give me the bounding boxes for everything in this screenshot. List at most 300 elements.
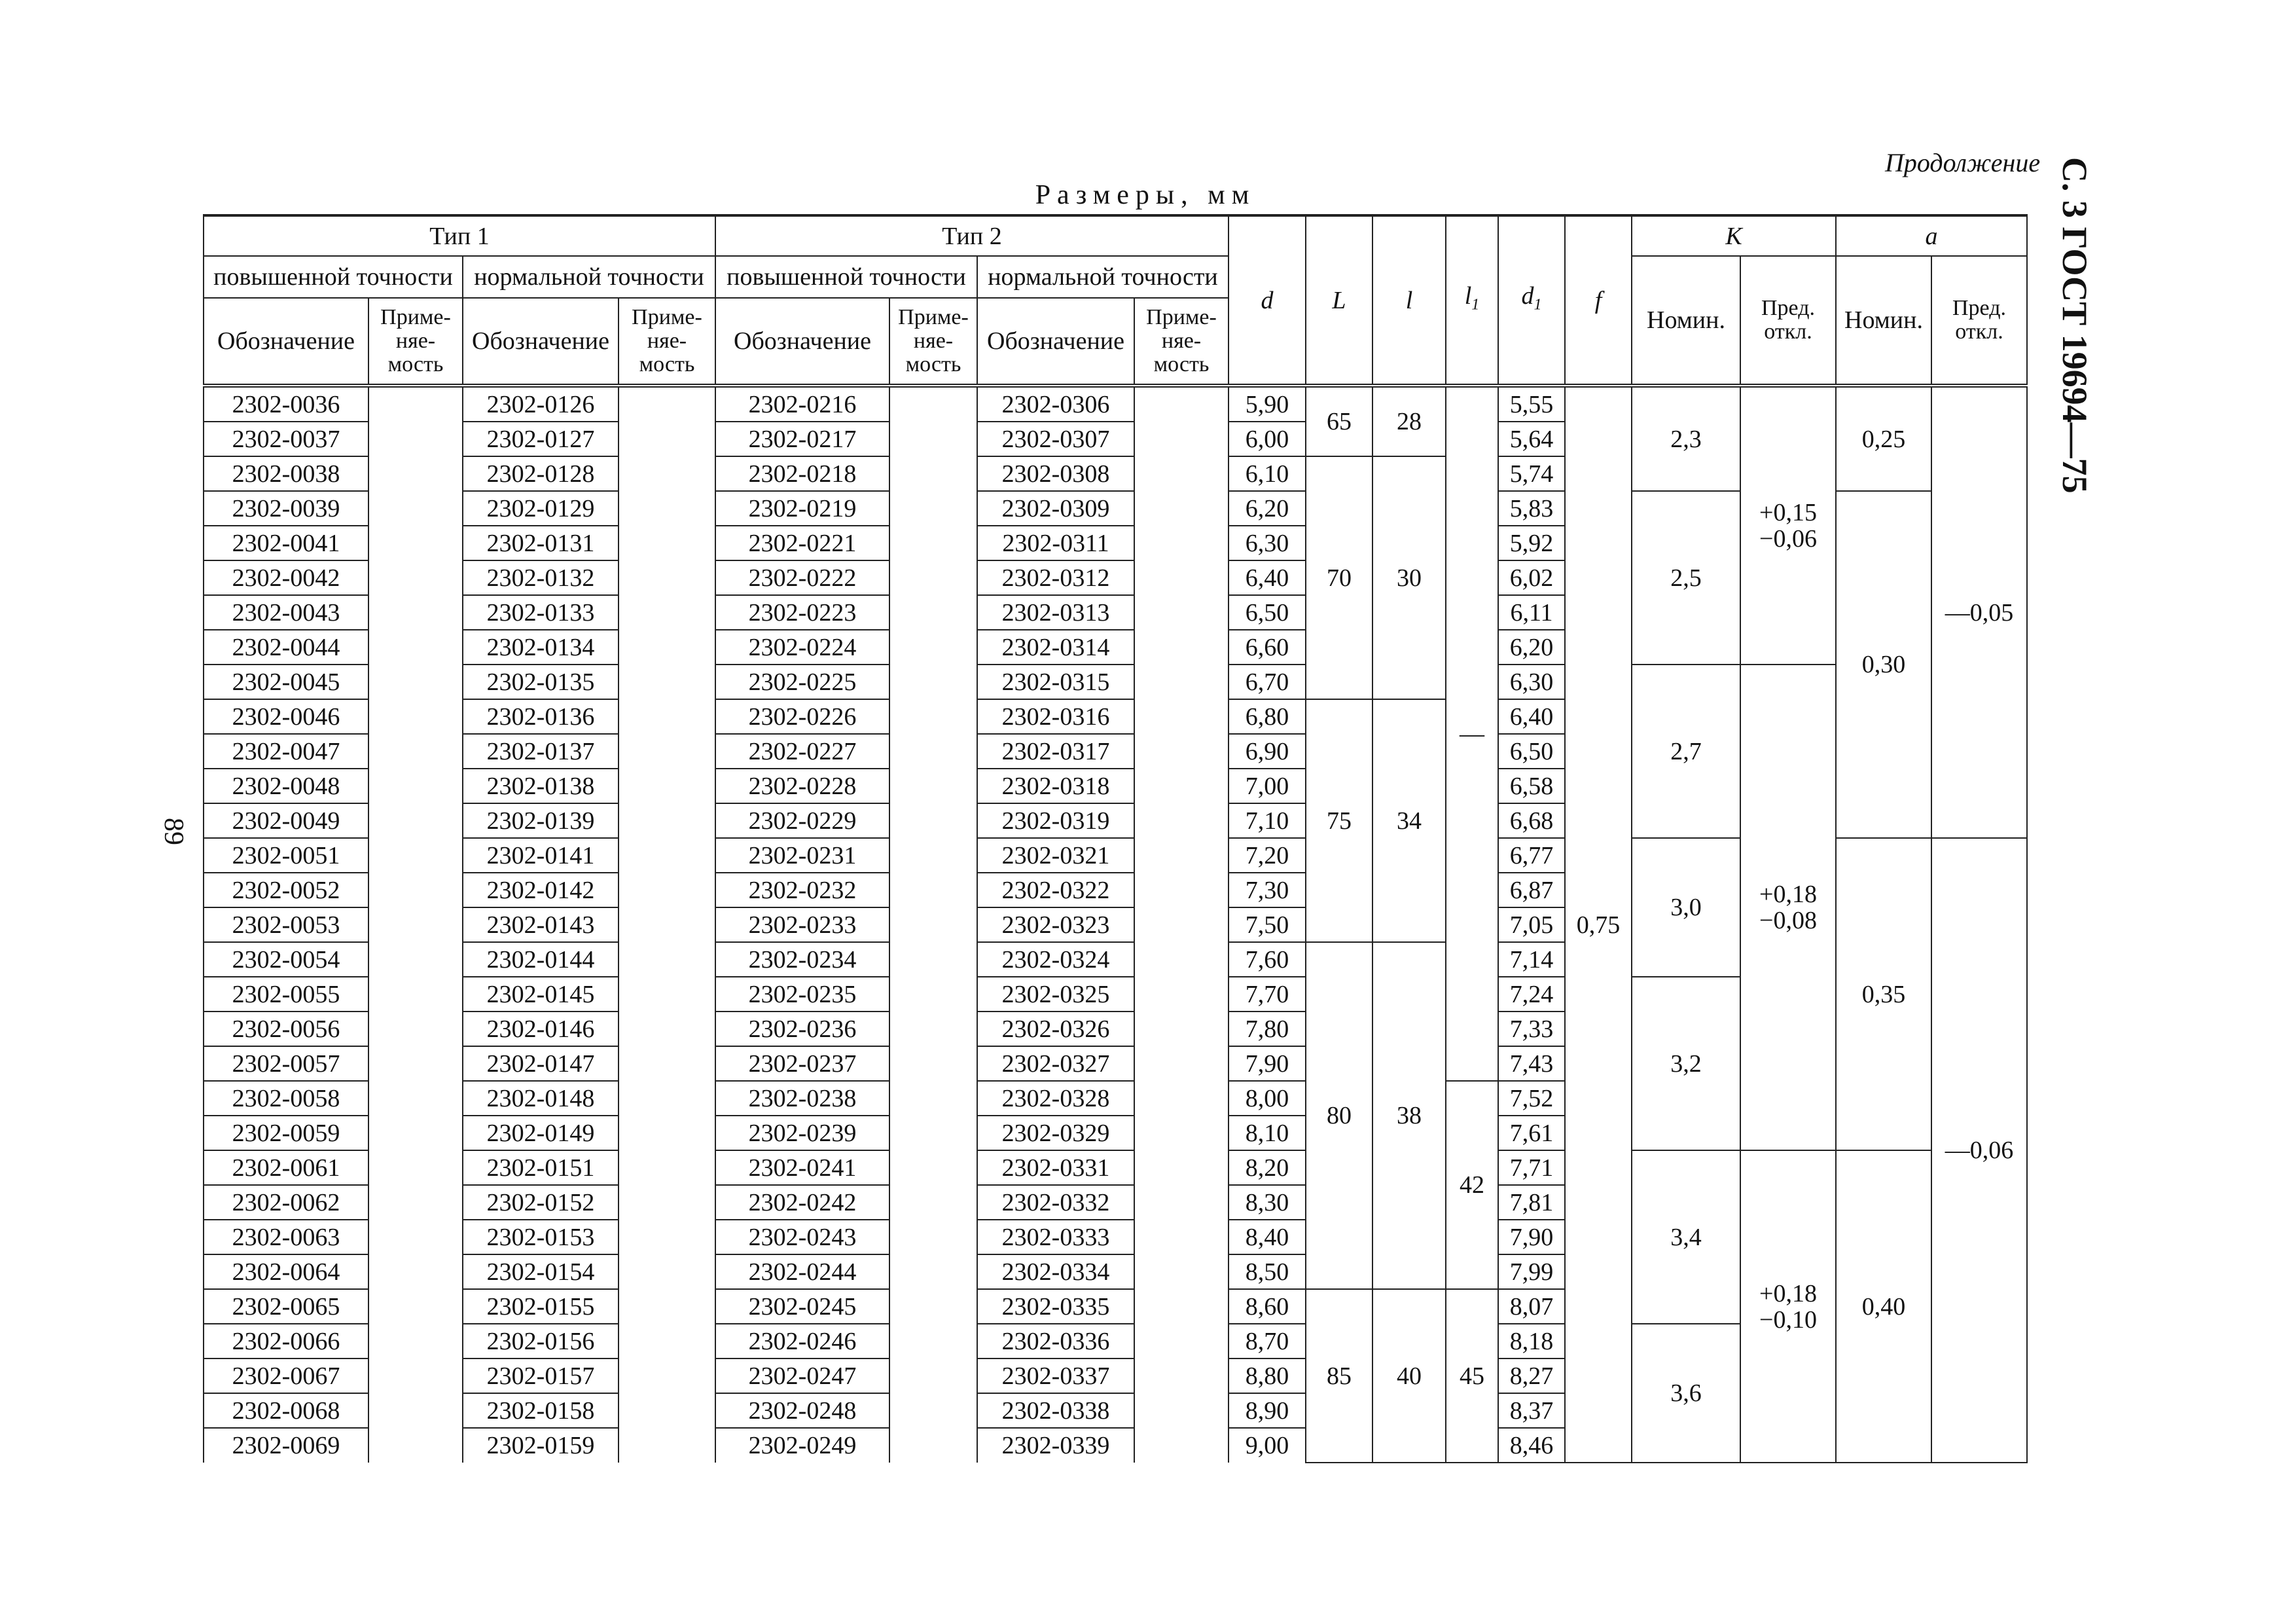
type1-normal-applicability (619, 699, 715, 734)
type2-normal-designation: 2302-0307 (977, 422, 1134, 456)
type1-normal-designation: 2302-0155 (463, 1289, 619, 1324)
type1-normal-applicability (619, 456, 715, 491)
applicability-header: Приме- няе- мость (619, 298, 715, 386)
type2-high-applicability (889, 1289, 977, 1324)
type1-high-applicability (368, 630, 463, 665)
type2-high-applicability (889, 1116, 977, 1150)
type2-high-designation: 2302-0242 (715, 1185, 889, 1220)
type1-normal-applicability (619, 630, 715, 665)
L-value: 70 (1306, 456, 1372, 699)
type1-high-applicability (368, 734, 463, 769)
a-nominal-value: 0,25 (1836, 386, 1931, 491)
type2-high-designation: 2302-0235 (715, 977, 889, 1012)
d1-value: 8,27 (1498, 1359, 1565, 1393)
d1-value: 6,87 (1498, 873, 1565, 907)
d1-value: 7,81 (1498, 1185, 1565, 1220)
a-deviation-value: —0,06 (1931, 838, 2027, 1463)
type1-high-designation: 2302-0066 (204, 1324, 368, 1359)
type2-normal-applicability (1134, 907, 1229, 942)
d-value: 7,20 (1229, 838, 1306, 873)
type2-normal-designation: 2302-0338 (977, 1393, 1134, 1428)
type2-normal-applicability (1134, 456, 1229, 491)
d-value: 7,10 (1229, 803, 1306, 838)
type2-normal-applicability (1134, 491, 1229, 526)
type1-normal-designation: 2302-0138 (463, 769, 619, 803)
type2-high-designation: 2302-0238 (715, 1081, 889, 1116)
K-nominal-value: 2,7 (1632, 665, 1740, 838)
type2-high-designation: 2302-0227 (715, 734, 889, 769)
type1-normal-designation: 2302-0135 (463, 665, 619, 699)
d-value: 7,70 (1229, 977, 1306, 1012)
type2-high-applicability (889, 1081, 977, 1116)
type1-normal-designation: 2302-0147 (463, 1046, 619, 1081)
type1-normal-designation: 2302-0159 (463, 1428, 619, 1463)
type2-high-applicability (889, 560, 977, 595)
dimensions-table-wrapper (203, 214, 2028, 1463)
type2-normal-applicability (1134, 1185, 1229, 1220)
l-header: l (1372, 215, 1446, 386)
type1-high-designation: 2302-0037 (204, 422, 368, 456)
type2-high-designation: 2302-0222 (715, 560, 889, 595)
type1-normal-designation: 2302-0134 (463, 630, 619, 665)
type2-high-applicability (889, 1324, 977, 1359)
type1-normal-designation: 2302-0148 (463, 1081, 619, 1116)
d1-value: 7,52 (1498, 1081, 1565, 1116)
table-row (204, 1150, 2027, 1185)
type2-high-applicability (889, 630, 977, 665)
K-deviation-value: +0,15 −0,06 (1740, 386, 1836, 665)
type2-high-applicability (889, 526, 977, 560)
d-value: 6,60 (1229, 630, 1306, 665)
type1-high-applicability (368, 1185, 463, 1220)
a-nominal-value: 0,35 (1836, 838, 1931, 1150)
type2-normal-applicability (1134, 803, 1229, 838)
d1-header-text: d (1521, 282, 1534, 310)
type2-normal-designation: 2302-0321 (977, 838, 1134, 873)
d1-value: 6,58 (1498, 769, 1565, 803)
type2-normal-designation: 2302-0324 (977, 942, 1134, 977)
type2-normal-designation: 2302-0332 (977, 1185, 1134, 1220)
d1-value: 7,61 (1498, 1116, 1565, 1150)
d1-value: 5,74 (1498, 456, 1565, 491)
table-row (204, 665, 2027, 699)
d1-value: 5,83 (1498, 491, 1565, 526)
type1-high-designation: 2302-0046 (204, 699, 368, 734)
type1-high-designation: 2302-0062 (204, 1185, 368, 1220)
type1-high-designation: 2302-0055 (204, 977, 368, 1012)
a-header: a (1836, 215, 2027, 256)
d-value: 6,10 (1229, 456, 1306, 491)
type2-normal-applicability (1134, 1428, 1229, 1463)
l-value: 28 (1372, 386, 1446, 456)
type2-high-designation: 2302-0249 (715, 1428, 889, 1463)
d-value: 6,70 (1229, 665, 1306, 699)
K-nominal-header: Номин. (1632, 256, 1740, 386)
type2-normal-applicability (1134, 873, 1229, 907)
d1-value: 6,50 (1498, 734, 1565, 769)
type1-normal-applicability (619, 1116, 715, 1150)
type2-high-designation: 2302-0233 (715, 907, 889, 942)
type2-normal-applicability (1134, 1289, 1229, 1324)
l1-value: 42 (1446, 1081, 1498, 1289)
type1-high-designation: 2302-0045 (204, 665, 368, 699)
type1-normal-designation: 2302-0154 (463, 1254, 619, 1289)
d-value: 8,10 (1229, 1116, 1306, 1150)
type2-normal-designation: 2302-0334 (977, 1254, 1134, 1289)
type1-normal-applicability (619, 1046, 715, 1081)
d-value: 5,90 (1229, 386, 1306, 422)
type1-high-applicability (368, 977, 463, 1012)
type1-normal-designation: 2302-0129 (463, 491, 619, 526)
d1-value: 7,71 (1498, 1150, 1565, 1185)
type1-high-designation: 2302-0052 (204, 873, 368, 907)
type1-high-designation: 2302-0058 (204, 1081, 368, 1116)
d-value: 7,50 (1229, 907, 1306, 942)
type2-high-applicability (889, 1220, 977, 1254)
type2-high-designation: 2302-0243 (715, 1220, 889, 1254)
K-header: K (1632, 215, 1836, 256)
d1-value: 8,46 (1498, 1428, 1565, 1463)
type1-normal-applicability (619, 1359, 715, 1393)
d-value: 7,00 (1229, 769, 1306, 803)
type2-normal-applicability (1134, 526, 1229, 560)
type1-normal-applicability (619, 803, 715, 838)
type2-high-designation: 2302-0247 (715, 1359, 889, 1393)
applicability-header: Приме- няе- мость (1134, 298, 1229, 386)
type1-high-applicability (368, 456, 463, 491)
type2-high-precision-header: повышенной точности (715, 256, 977, 298)
type2-normal-applicability (1134, 769, 1229, 803)
type1-high-designation: 2302-0047 (204, 734, 368, 769)
type1-high-designation: 2302-0065 (204, 1289, 368, 1324)
page-number: 89 (158, 818, 188, 845)
type2-normal-designation: 2302-0339 (977, 1428, 1134, 1463)
type2-normal-designation: 2302-0337 (977, 1359, 1134, 1393)
type2-normal-designation: 2302-0317 (977, 734, 1134, 769)
type2-high-designation: 2302-0236 (715, 1012, 889, 1046)
d1-value: 7,05 (1498, 907, 1565, 942)
type1-normal-applicability (619, 1393, 715, 1428)
type2-normal-applicability (1134, 1012, 1229, 1046)
type2-high-designation: 2302-0239 (715, 1116, 889, 1150)
type1-high-designation: 2302-0041 (204, 526, 368, 560)
a-deviation-value: —0,05 (1931, 386, 2027, 838)
d1-value: 5,55 (1498, 386, 1565, 422)
type2-high-applicability (889, 1359, 977, 1393)
designation-header: Обозначение (977, 298, 1134, 386)
d-value: 7,80 (1229, 1012, 1306, 1046)
type2-high-designation: 2302-0229 (715, 803, 889, 838)
type2-high-applicability (889, 386, 977, 422)
type2-normal-designation: 2302-0319 (977, 803, 1134, 838)
type1-normal-designation: 2302-0127 (463, 422, 619, 456)
d-value: 8,60 (1229, 1289, 1306, 1324)
type2-normal-designation: 2302-0327 (977, 1046, 1134, 1081)
type1-normal-designation: 2302-0156 (463, 1324, 619, 1359)
type2-high-applicability (889, 595, 977, 630)
type1-normal-applicability (619, 1289, 715, 1324)
type1-high-applicability (368, 422, 463, 456)
type2-normal-applicability (1134, 838, 1229, 873)
type2-normal-applicability (1134, 1324, 1229, 1359)
d1-value: 6,68 (1498, 803, 1565, 838)
d1-value: 6,02 (1498, 560, 1565, 595)
designation-header: Обозначение (463, 298, 619, 386)
type1-high-applicability (368, 769, 463, 803)
type2-high-applicability (889, 699, 977, 734)
type1-normal-designation: 2302-0151 (463, 1150, 619, 1185)
type1-high-designation: 2302-0056 (204, 1012, 368, 1046)
type2-normal-applicability (1134, 386, 1229, 422)
type1-normal-applicability (619, 977, 715, 1012)
d-value: 8,00 (1229, 1081, 1306, 1116)
type1-high-designation: 2302-0068 (204, 1393, 368, 1428)
l1-header: $l_1$ (1446, 215, 1498, 386)
type2-normal-applicability (1134, 942, 1229, 977)
type1-normal-applicability (619, 560, 715, 595)
type2-normal-designation: 2302-0331 (977, 1150, 1134, 1185)
l1-value: 45 (1446, 1289, 1498, 1463)
type1-high-applicability (368, 665, 463, 699)
type1-normal-designation: 2302-0132 (463, 560, 619, 595)
type2-normal-designation: 2302-0316 (977, 699, 1134, 734)
type2-high-applicability (889, 1254, 977, 1289)
type2-normal-designation: 2302-0315 (977, 665, 1134, 699)
type1-high-designation: 2302-0069 (204, 1428, 368, 1463)
d-value: 9,00 (1229, 1428, 1306, 1463)
type2-normal-applicability (1134, 422, 1229, 456)
type1-high-applicability (368, 838, 463, 873)
K-nominal-value: 3,4 (1632, 1150, 1740, 1324)
type2-high-applicability (889, 491, 977, 526)
type1-high-designation: 2302-0039 (204, 491, 368, 526)
L-value: 75 (1306, 699, 1372, 942)
type2-high-designation: 2302-0217 (715, 422, 889, 456)
type2-high-designation: 2302-0246 (715, 1324, 889, 1359)
type1-normal-designation: 2302-0145 (463, 977, 619, 1012)
type1-high-applicability (368, 1012, 463, 1046)
type1-header: Тип 1 (204, 215, 715, 256)
d-value: 8,80 (1229, 1359, 1306, 1393)
d-value: 8,90 (1229, 1393, 1306, 1428)
type2-normal-applicability (1134, 630, 1229, 665)
type2-normal-applicability (1134, 1359, 1229, 1393)
l1-header-text: l (1464, 282, 1472, 310)
K-limit-deviation-header: Пред. откл. (1740, 256, 1836, 386)
type2-normal-designation: 2302-0308 (977, 456, 1134, 491)
type1-normal-applicability (619, 1150, 715, 1185)
type1-high-applicability (368, 942, 463, 977)
d1-value: 7,99 (1498, 1254, 1565, 1289)
d-value: 8,70 (1229, 1324, 1306, 1359)
type2-high-applicability (889, 1150, 977, 1185)
units-caption: Размеры, мм (1035, 180, 1256, 210)
type2-high-applicability (889, 1046, 977, 1081)
type1-normal-applicability (619, 734, 715, 769)
type2-high-applicability (889, 942, 977, 977)
type2-normal-applicability (1134, 560, 1229, 595)
type1-normal-applicability (619, 1185, 715, 1220)
type1-normal-designation: 2302-0128 (463, 456, 619, 491)
type2-high-applicability (889, 1393, 977, 1428)
type1-high-applicability (368, 1359, 463, 1393)
type2-normal-applicability (1134, 665, 1229, 699)
K-nominal-value: 3,0 (1632, 838, 1740, 977)
type1-high-designation: 2302-0067 (204, 1359, 368, 1393)
type2-header: Тип 2 (715, 215, 1229, 256)
type2-normal-designation: 2302-0311 (977, 526, 1134, 560)
type2-normal-applicability (1134, 1254, 1229, 1289)
d-header: d (1229, 215, 1306, 386)
type1-normal-applicability (619, 907, 715, 942)
type2-high-applicability (889, 734, 977, 769)
d1-value: 6,30 (1498, 665, 1565, 699)
standard-code: С. 3 ГОСТ 19694—75 (2055, 157, 2094, 494)
l-value: 30 (1372, 456, 1446, 699)
type2-high-designation: 2302-0232 (715, 873, 889, 907)
d-value: 6,00 (1229, 422, 1306, 456)
d1-value: 5,64 (1498, 422, 1565, 456)
type1-normal-applicability (619, 1081, 715, 1116)
type1-normal-designation: 2302-0139 (463, 803, 619, 838)
type2-high-applicability (889, 977, 977, 1012)
L-header: L (1306, 215, 1372, 386)
type2-normal-applicability (1134, 1393, 1229, 1428)
type2-normal-applicability (1134, 1116, 1229, 1150)
d1-value: 6,11 (1498, 595, 1565, 630)
type2-normal-applicability (1134, 699, 1229, 734)
type1-high-applicability (368, 1428, 463, 1463)
type2-normal-designation: 2302-0333 (977, 1220, 1134, 1254)
type2-normal-designation: 2302-0306 (977, 386, 1134, 422)
type1-normal-designation: 2302-0144 (463, 942, 619, 977)
K-nominal-value: 2,3 (1632, 386, 1740, 491)
type2-normal-designation: 2302-0318 (977, 769, 1134, 803)
l-value: 38 (1372, 942, 1446, 1289)
type2-normal-designation: 2302-0329 (977, 1116, 1134, 1150)
d1-value: 7,24 (1498, 977, 1565, 1012)
type1-high-designation: 2302-0048 (204, 769, 368, 803)
type1-normal-applicability (619, 526, 715, 560)
type1-high-applicability (368, 1046, 463, 1081)
type1-high-applicability (368, 907, 463, 942)
a-nominal-header: Номин. (1836, 256, 1931, 386)
table-body (204, 386, 2027, 1463)
type2-high-applicability (889, 769, 977, 803)
type1-normal-designation: 2302-0136 (463, 699, 619, 734)
type1-normal-designation: 2302-0158 (463, 1393, 619, 1428)
type1-high-designation: 2302-0038 (204, 456, 368, 491)
d-value: 7,30 (1229, 873, 1306, 907)
d-value: 8,50 (1229, 1254, 1306, 1289)
type2-high-designation: 2302-0244 (715, 1254, 889, 1289)
type2-high-designation: 2302-0234 (715, 942, 889, 977)
type1-normal-applicability (619, 1428, 715, 1463)
type2-high-designation: 2302-0245 (715, 1289, 889, 1324)
type1-high-designation: 2302-0061 (204, 1150, 368, 1185)
d-value: 6,90 (1229, 734, 1306, 769)
type1-normal-applicability (619, 1012, 715, 1046)
type1-normal-applicability (619, 491, 715, 526)
type1-normal-applicability (619, 838, 715, 873)
type1-high-designation: 2302-0036 (204, 386, 368, 422)
type1-high-applicability (368, 1393, 463, 1428)
type2-normal-designation: 2302-0322 (977, 873, 1134, 907)
d1-value: 7,90 (1498, 1220, 1565, 1254)
d-value: 6,30 (1229, 526, 1306, 560)
type2-high-designation: 2302-0228 (715, 769, 889, 803)
d1-value: 8,37 (1498, 1393, 1565, 1428)
type1-normal-designation: 2302-0133 (463, 595, 619, 630)
type2-high-applicability (889, 1185, 977, 1220)
continuation-label: Продолжение (1885, 148, 2041, 177)
type2-high-designation: 2302-0223 (715, 595, 889, 630)
K-nominal-value: 3,2 (1632, 977, 1740, 1150)
type1-normal-designation: 2302-0143 (463, 907, 619, 942)
type2-normal-designation: 2302-0312 (977, 560, 1134, 595)
type2-normal-applicability (1134, 1220, 1229, 1254)
d1-value: 8,18 (1498, 1324, 1565, 1359)
d-value: 7,90 (1229, 1046, 1306, 1081)
d1-value: 6,40 (1498, 699, 1565, 734)
type1-high-applicability (368, 1220, 463, 1254)
type2-high-applicability (889, 422, 977, 456)
type1-high-designation: 2302-0054 (204, 942, 368, 977)
l1-value: — (1446, 386, 1498, 1081)
type1-normal-designation: 2302-0126 (463, 386, 619, 422)
type2-normal-applicability (1134, 734, 1229, 769)
type1-normal-applicability (619, 386, 715, 422)
type1-high-applicability (368, 1324, 463, 1359)
type2-high-designation: 2302-0241 (715, 1150, 889, 1185)
applicability-header: Приме- няе- мость (889, 298, 977, 386)
type2-high-applicability (889, 456, 977, 491)
type1-high-applicability (368, 1116, 463, 1150)
type2-normal-designation: 2302-0314 (977, 630, 1134, 665)
type1-high-applicability (368, 699, 463, 734)
type1-normal-applicability (619, 422, 715, 456)
L-value: 85 (1306, 1289, 1372, 1463)
type2-normal-designation: 2302-0335 (977, 1289, 1134, 1324)
d-value: 6,50 (1229, 595, 1306, 630)
K-deviation-value: +0,18 −0,08 (1740, 665, 1836, 1150)
a-limit-deviation-header: Пред. откл. (1931, 256, 2027, 386)
type2-high-applicability (889, 1012, 977, 1046)
type2-high-applicability (889, 665, 977, 699)
type1-normal-designation: 2302-0137 (463, 734, 619, 769)
type2-normal-designation: 2302-0328 (977, 1081, 1134, 1116)
type1-normal-designation: 2302-0157 (463, 1359, 619, 1393)
type2-high-applicability (889, 907, 977, 942)
d-value: 7,60 (1229, 942, 1306, 977)
K-deviation-value: +0,18 −0,10 (1740, 1150, 1836, 1463)
type1-normal-applicability (619, 665, 715, 699)
type2-normal-designation: 2302-0325 (977, 977, 1134, 1012)
type2-high-designation: 2302-0224 (715, 630, 889, 665)
type1-normal-designation: 2302-0146 (463, 1012, 619, 1046)
type1-normal-applicability (619, 1254, 715, 1289)
l-value: 40 (1372, 1289, 1446, 1463)
type1-normal-designation: 2302-0149 (463, 1116, 619, 1150)
table-row (204, 386, 2027, 422)
type2-high-designation: 2302-0248 (715, 1393, 889, 1428)
type1-normal-designation: 2302-0131 (463, 526, 619, 560)
type1-high-designation: 2302-0049 (204, 803, 368, 838)
a-nominal-value: 0,30 (1836, 491, 1931, 838)
type2-high-designation: 2302-0218 (715, 456, 889, 491)
type1-high-applicability (368, 1289, 463, 1324)
type1-normal-designation: 2302-0152 (463, 1185, 619, 1220)
